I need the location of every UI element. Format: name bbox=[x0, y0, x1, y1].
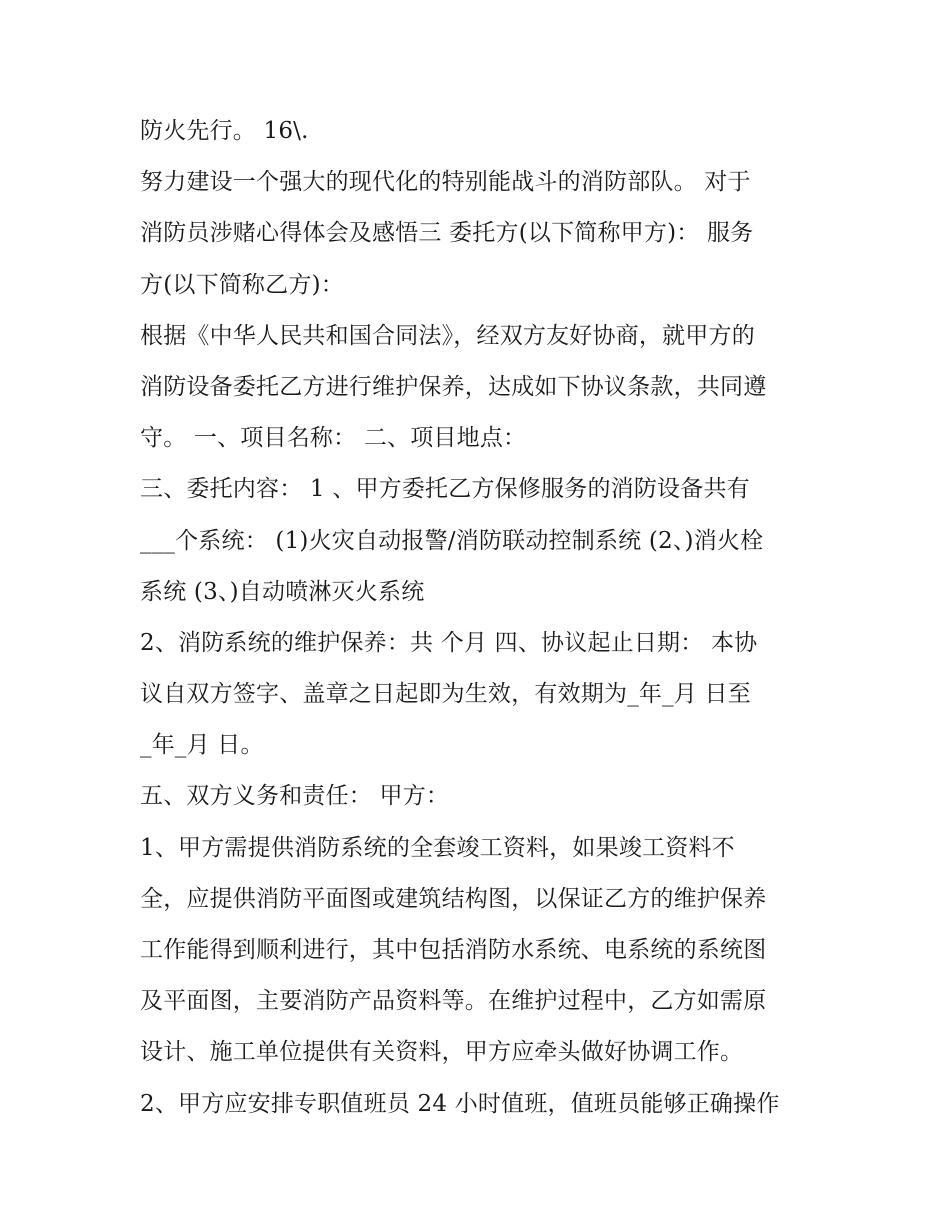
text-line: 系统 (3、)自动喷淋灭火系统 bbox=[140, 578, 425, 605]
text-line: 工作能得到顺利进行，其中包括消防水系统、电系统的系统图 bbox=[140, 937, 767, 963]
text-line: 方(以下简称乙方)： bbox=[140, 271, 344, 298]
text-line: 消防设备委托乙方进行维护保养，达成如下协议条款，共同遵 bbox=[140, 373, 767, 400]
text-line: 守。 一、项目名称： 二、项目地点： bbox=[140, 425, 527, 452]
text-line: 努力建设一个强大的现代化的特别能战斗的消防部队。 对于 bbox=[140, 169, 751, 196]
text-line: 防火先行。 16\. bbox=[140, 118, 309, 144]
text-line: 2、甲方应安排专职值班员 24 小时值班，值班员能够正确操作 bbox=[140, 1090, 780, 1117]
document-body bbox=[140, 106, 820, 1130]
text-line: 三、委托内容： 1 、甲方委托乙方保修服务的消防设备共有 bbox=[140, 476, 750, 503]
text-line: 及平面图，主要消防产品资料等。在维护过程中，乙方如需原 bbox=[140, 988, 767, 1015]
text-line: _年_月 日。 bbox=[140, 732, 264, 759]
text-line: 消防员涉赌心得体会及感悟三 委托方(以下简称甲方)： 服务 bbox=[140, 220, 754, 247]
text-line: 2、消防系统的维护保养：共 个月 四、协议起止日期： 本协 bbox=[140, 629, 758, 656]
text-line: 议自双方签字、盖章之日起即为生效，有效期为_年_月 日至 bbox=[140, 681, 751, 708]
text-line: 设计、施工单位提供有关资料，甲方应牵头做好协调工作。 bbox=[140, 1039, 744, 1066]
text-line: 全，应提供消防平面图或建筑结构图，以保证乙方的维护保养 bbox=[140, 885, 767, 912]
text-line: 五、双方义务和责任： 甲方： bbox=[140, 783, 450, 810]
text-line: 1、甲方需提供消防系统的全套竣工资料，如果竣工资料不 bbox=[140, 834, 735, 861]
text-line: ___个系统： (1)火灾自动报警/消防联动控制系统 (2、)消火栓 bbox=[140, 527, 764, 554]
text-line: 根据《中华人民共和国合同法》，经双方友好协商，就甲方的 bbox=[140, 322, 755, 349]
